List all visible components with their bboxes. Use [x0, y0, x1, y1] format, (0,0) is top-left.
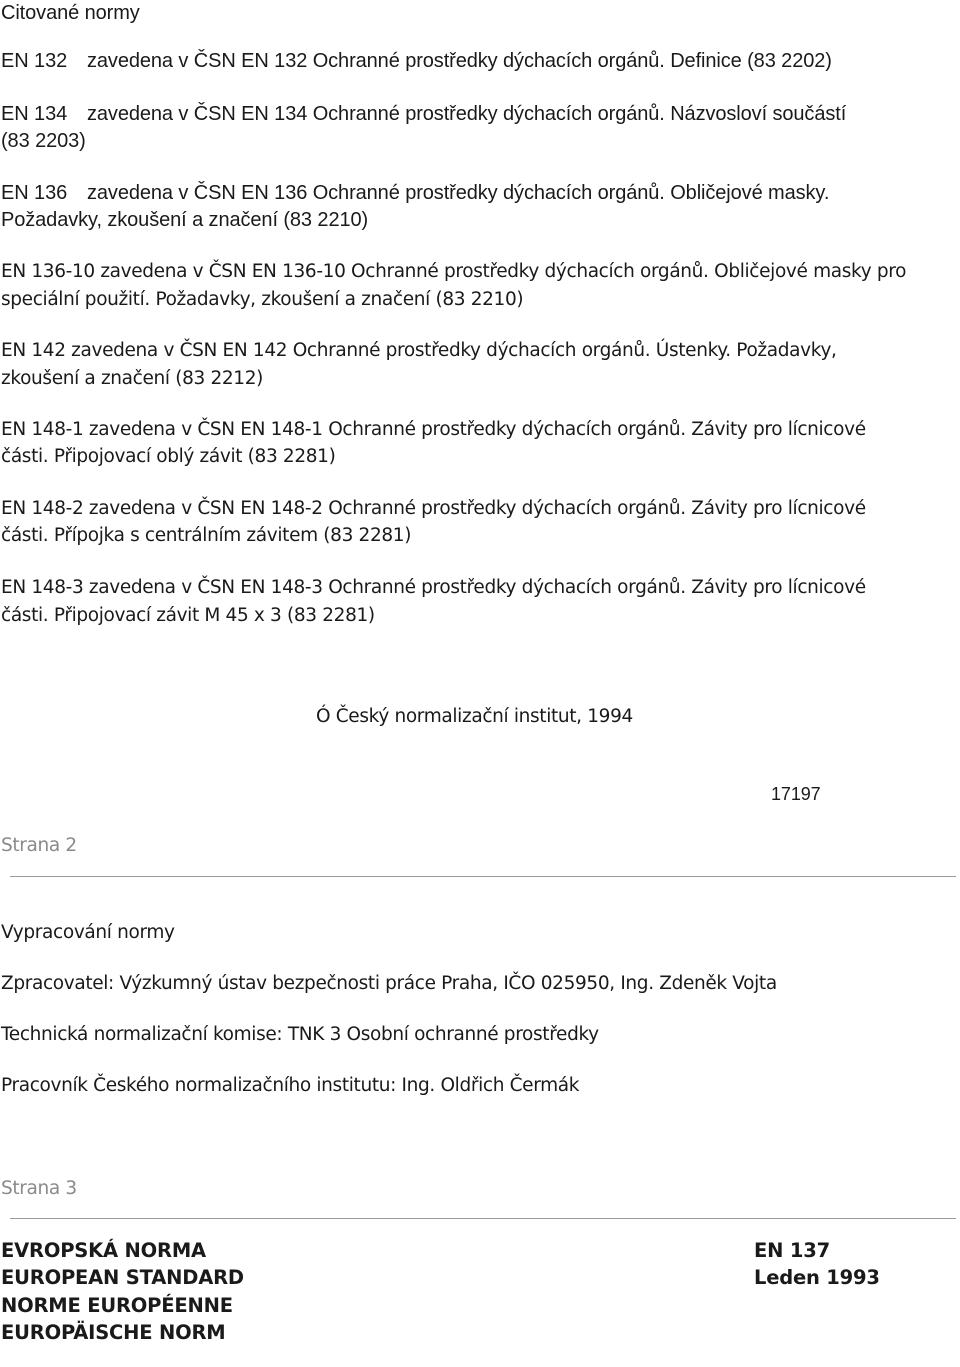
cited-norm-en-148-2: EN 148-2 zavedena v ČSN EN 148-2 Ochranné prostředky dýchacích orgánů. Závity pro lícnicové [1, 498, 866, 519]
cited-norm-en-136-10: EN 136-10 zavedena v ČSN EN 136-10 Ochranné prostředky dýchacích orgánů. Obličejové masky pro [1, 261, 907, 282]
institute-worker-line: Pracovník Českého normalizačního institutu: Ing. Oldřich Čermák [1, 1075, 580, 1096]
cited-norm-en-134 [1, 101, 846, 128]
page-divider [10, 1218, 956, 1219]
cited-norm-en-142: EN 142 zavedena v ČSN EN 142 Ochranné prostředky dýchacích orgánů. Ústenky. Požadavky, [1, 340, 837, 361]
norm-description: zavedena v ČSN EN 136 Ochranné prostředky dýchacích orgánů. Obličejové masky. [87, 182, 830, 204]
cited-norm-en-136-10-continuation: speciální použití. Požadavky, zkoušení a značení (83 2210) [1, 289, 524, 310]
processor-line: Zpracovatel: Výzkumný ústav bezpečnosti práce Praha, IČO 025950, Ing. Zdeněk Vojta [1, 973, 777, 994]
standard-title-en: EUROPEAN STANDARD [1, 1266, 244, 1289]
catalog-number: 17197 [771, 784, 821, 804]
standard-number: EN 137 [754, 1239, 830, 1262]
cited-norm-en-136-continuation: Požadavky, zkoušení a značení (83 2210) [1, 209, 369, 231]
standard-title-de: EUROPÄISCHE NORM [1, 1321, 226, 1344]
standard-title-fr: NORME EUROPÉENNE [1, 1294, 233, 1317]
page-2-label: Strana 2 [1, 835, 77, 856]
preparation-heading: Vypracování normy [1, 922, 175, 943]
cited-norm-en-148-1-continuation: části. Připojovací oblý závit (83 2281) [1, 446, 336, 467]
copyright-notice: Ó Český normalizační institut, 1994 [316, 706, 633, 727]
committee-line: Technická normalizační komise: TNK 3 Osobní ochranné prostředky [1, 1024, 599, 1045]
cited-norm-en-148-2-continuation: části. Přípojka s centrálním závitem (83 2281) [1, 525, 412, 546]
norm-description: zavedena v ČSN EN 132 Ochranné prostředky dýchacích orgánů. Definice (83 2202) [87, 50, 832, 72]
page-divider [10, 876, 956, 877]
page-3-label: Strana 3 [1, 1178, 77, 1199]
cited-norm-en-136 [1, 180, 829, 207]
cited-norms-heading: Citované normy [1, 2, 140, 24]
norm-description: zavedena v ČSN EN 134 Ochranné prostředky dýchacích orgánů. Názvosloví součástí [87, 103, 847, 125]
cited-norm-en-148-3-continuation: části. Připojovací závit M 45 x 3 (83 2281) [1, 605, 375, 626]
cited-norm-en-142-continuation: zkoušení a značení (83 2212) [1, 368, 264, 389]
cited-norm-en-148-1: EN 148-1 zavedena v ČSN EN 148-1 Ochranné prostředky dýchacích orgánů. Závity pro lícnicové [1, 419, 866, 440]
norm-code: EN 134 [1, 103, 68, 125]
cited-norm-en-134-continuation: (83 2203) [1, 130, 86, 152]
cited-norm-en-132 [1, 48, 832, 75]
standard-title-cs: EVROPSKÁ NORMA [1, 1239, 206, 1262]
norm-code: EN 132 [1, 50, 68, 72]
cited-norm-en-148-3: EN 148-3 zavedena v ČSN EN 148-3 Ochranné prostředky dýchacích orgánů. Závity pro lícnicové [1, 577, 866, 598]
norm-code: EN 136 [1, 182, 68, 204]
standard-date: Leden 1993 [754, 1266, 880, 1289]
